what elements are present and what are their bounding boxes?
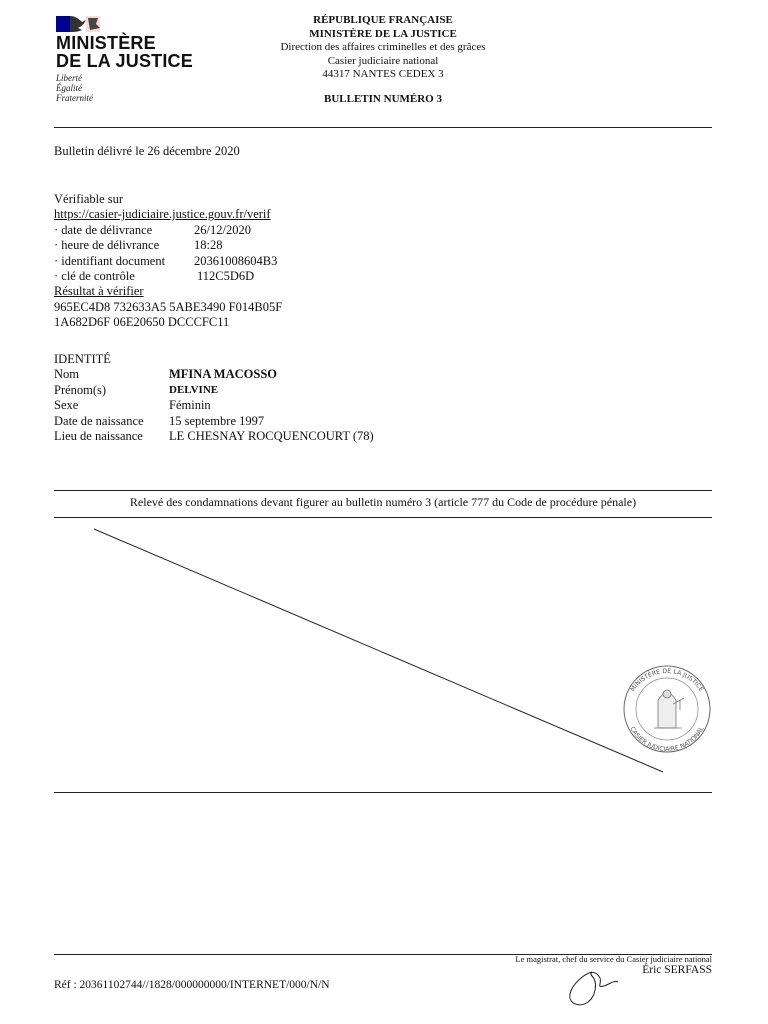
verification-label: · date de délivrance — [54, 222, 153, 237]
identity-label: Sexe — [54, 398, 79, 413]
seal-text-bottom: CASIER JUDICIAIRE NATIONAL — [628, 725, 706, 753]
bulletin-title: BULLETIN NUMÉRO 3 — [324, 92, 442, 105]
section-bottom-rule — [54, 792, 712, 793]
identity-label: Lieu de naissance — [54, 429, 143, 444]
verification-value: 112C5D6D — [197, 269, 255, 284]
service-address: 44317 NANTES CEDEX 3 — [322, 68, 444, 80]
convictions-title: Relevé des condamnations devant figurer au bulletin numéro 3 (article 777 du Code de procédure pénale) — [129, 495, 637, 509]
ministry-seal-stamp — [618, 664, 716, 754]
logo-line-2: DE LA JUSTICE — [56, 51, 193, 71]
seal-figure-icon — [654, 690, 684, 728]
verification-label: · clé de contrôle — [54, 269, 135, 284]
verification-label: · identifiant document — [54, 253, 166, 268]
identity-value: Féminin — [169, 398, 211, 413]
ministry-title: MINISTÈRE DE LA JUSTICE — [309, 27, 457, 40]
identity-label: Date de naissance — [54, 413, 144, 428]
identity-firstname: DELVINE — [169, 383, 219, 396]
identity-label: Nom — [54, 367, 79, 382]
signature-icon — [562, 964, 622, 1010]
signatory-name: Éric SERFASS — [642, 964, 712, 976]
identity-heading: IDENTITÉ — [54, 352, 111, 366]
identity-value: LE CHESNAY ROCQUENCOURT (78) — [169, 429, 374, 444]
delivery-statement: Bulletin délivré le 26 décembre 2020 — [54, 144, 240, 158]
verification-value: 18:28 — [194, 238, 223, 253]
direction-name: Direction des affaires criminelles et des grâces — [280, 41, 486, 53]
identity-surname: MFINA MACOSSO — [169, 367, 277, 382]
verification-value: 20361008604B3 — [194, 253, 278, 268]
verification-value: 26/12/2020 — [194, 222, 251, 237]
identity-value: 15 septembre 1997 — [169, 413, 265, 428]
document-reference: Réf : 20361102744//1828/000000000/INTERNET/000/N/N — [54, 979, 330, 991]
signatory-title: Le magistrat, chef du service du Casier judiciaire national — [515, 954, 712, 964]
verification-link[interactable]: https://casier-judiciaire.justice.gouv.fr/verif — [54, 207, 271, 222]
service-name: Casier judiciaire national — [327, 54, 439, 67]
svg-text:CASIER JUDICIAIRE NATIONAL — [628, 725, 705, 753]
motto-liberte: Liberté — [56, 73, 82, 83]
verification-intro: Vérifiable sur — [54, 192, 124, 206]
logo-line-1: MINISTÈRE — [56, 33, 156, 53]
result-line-1: 965EC4D8 732633A5 5ABE3490 F014B05F — [54, 299, 283, 314]
result-line-2: 1A682D6F 06E20650 DCCCFC11 — [54, 315, 230, 330]
seal-text-top: MINISTÈRE DE LA JUSTICE — [629, 667, 705, 693]
identity-label: Prénom(s) — [54, 382, 107, 397]
republic-title: RÉPUBLIQUE FRANÇAISE — [313, 14, 453, 26]
verification-label: · heure de délivrance — [54, 238, 160, 253]
svg-text:MINISTÈRE DE LA JUSTICE — [629, 668, 704, 693]
motto-fraternite: Fraternité — [56, 93, 93, 103]
result-label: Résultat à vérifier — [54, 284, 144, 299]
motto-egalite: Égalité — [56, 83, 82, 93]
